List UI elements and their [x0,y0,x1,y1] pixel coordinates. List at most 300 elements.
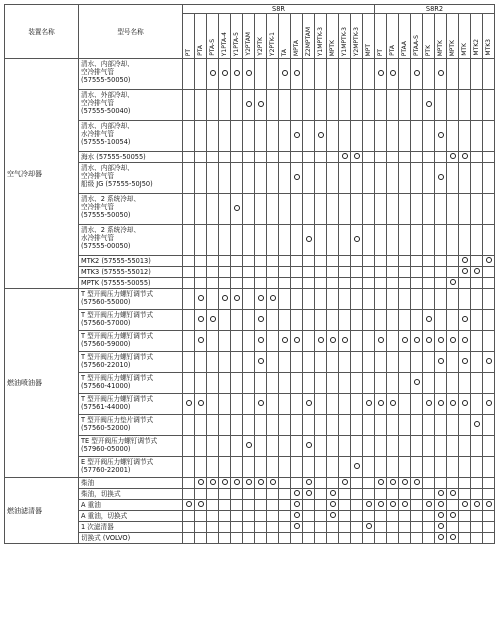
column-header-label: Y2PTK [257,37,264,56]
compatible-circle-icon [282,70,288,76]
compatibility-cell [435,478,447,489]
compatibility-cell [195,310,207,331]
compatibility-cell [483,256,495,267]
compatibility-cell [255,533,267,544]
compatibility-cell [375,500,387,511]
compatibility-cell [255,121,267,152]
compatibility-cell [207,90,219,121]
column-header-label: PT [185,48,192,56]
compatibility-cell [387,511,399,522]
model-name-line: T 型开阀压力螺钉调节式 [81,353,154,361]
compatibility-cell [423,394,435,415]
compatibility-cell [471,394,483,415]
compatibility-cell [255,373,267,394]
compatibility-cell [411,310,423,331]
compatibility-cell [243,225,255,256]
compatibility-cell [339,511,351,522]
compatibility-cell [339,457,351,478]
model-name-cell [79,500,183,511]
column-header-label: Y2PTAM [245,32,252,56]
compatibility-cell [423,415,435,436]
compatibility-cell [399,90,411,121]
compatibility-cell [471,436,483,457]
column-header [267,14,279,59]
compatibility-cell [267,489,279,500]
compatibility-cell [363,394,375,415]
compatibility-cell [447,415,459,436]
compatibility-cell [447,278,459,289]
compatibility-cell [195,163,207,194]
compatibility-cell [411,533,423,544]
compatibility-cell [351,500,363,511]
model-name-line: 空冷排气管 [81,172,114,180]
compatible-circle-icon [486,257,492,263]
model-name-line: A 重油，切换式 [81,512,128,520]
compatibility-cell [219,121,231,152]
compatibility-cell [459,331,471,352]
compatibility-cell [195,90,207,121]
compatibility-cell [363,331,375,352]
compatible-circle-icon [318,132,324,138]
model-name-cell [79,225,183,256]
table-row [5,278,495,289]
compatible-circle-icon [246,442,252,448]
compatibility-cell [435,394,447,415]
compatibility-cell [387,267,399,278]
compatibility-cell [255,352,267,373]
compatibility-cell [435,457,447,478]
compatibility-cell [267,478,279,489]
compatibility-cell [243,511,255,522]
compatibility-cell [411,256,423,267]
compatibility-cell [375,194,387,225]
compatibility-cell [255,152,267,163]
compatible-circle-icon [330,337,336,343]
compatibility-cell [363,436,375,457]
compatibility-cell [279,331,291,352]
compatibility-cell [231,278,243,289]
compatibility-cell [339,394,351,415]
compatible-circle-icon [450,153,456,159]
compatibility-cell [339,415,351,436]
model-name-cell [79,331,183,352]
compatibility-cell [291,478,303,489]
compatibility-cell [207,289,219,310]
compatible-circle-icon [414,479,420,485]
compatibility-cell [267,394,279,415]
compatible-circle-icon [270,479,276,485]
model-name-line: 空冷排气管 [81,68,114,76]
compatibility-cell [315,415,327,436]
compatibility-cell [471,194,483,225]
compatibility-cell [315,310,327,331]
compatibility-cell [219,500,231,511]
compatibility-cell [315,436,327,457]
compatible-circle-icon [186,501,192,507]
compatibility-cell [255,225,267,256]
compatibility-cell [351,436,363,457]
compatibility-cell [327,373,339,394]
compatibility-cell [423,121,435,152]
compatibility-cell [183,278,195,289]
compatibility-cell [207,478,219,489]
compatible-circle-icon [462,400,468,406]
column-header-label: PTA [389,45,396,56]
compatibility-cell [327,289,339,310]
compatibility-cell [183,500,195,511]
compatibility-cell [303,256,315,267]
compatible-circle-icon [294,70,300,76]
compatibility-cell [435,500,447,511]
compatibility-cell [375,267,387,278]
compatibility-cell [447,59,459,90]
compatible-circle-icon [438,400,444,406]
table-row [5,310,495,331]
compatibility-cell [279,415,291,436]
model-name-line: (57560-41000) [81,382,131,390]
column-header-label: PTAA-S [413,34,420,56]
compatibility-cell [399,352,411,373]
model-name-line: (57560-59000) [81,340,131,348]
compatibility-cell [435,289,447,310]
compatibility-cell [195,522,207,533]
compatibility-cell [483,394,495,415]
model-name-line: (57560-22010) [81,361,131,369]
compatibility-cell [435,194,447,225]
compatible-circle-icon [210,479,216,485]
compatibility-cell [207,373,219,394]
compatibility-cell [423,310,435,331]
compatibility-cell [291,415,303,436]
compatibility-cell [339,533,351,544]
compatibility-cell [471,267,483,278]
compatibility-cell [231,436,243,457]
compatibility-cell [327,59,339,90]
compatible-circle-icon [426,101,432,107]
compatible-circle-icon [390,501,396,507]
compatible-circle-icon [354,463,360,469]
compatibility-cell [339,331,351,352]
model-name-line: 柴油 [81,479,95,487]
compatibility-cell [351,121,363,152]
model-name-line: T 型开阀压力螺钉调节式 [81,290,154,298]
device-name-cell: 燃油滤清器 [5,478,79,544]
compatibility-cell [327,478,339,489]
compatibility-cell [411,59,423,90]
compatibility-cell [483,331,495,352]
column-header [207,14,219,59]
compatibility-cell [303,352,315,373]
model-name-line: T 型开阀压力螺钉调节式 [81,311,154,319]
compatibility-cell [279,152,291,163]
compatibility-cell [195,394,207,415]
compatible-circle-icon [438,358,444,364]
compatible-circle-icon [438,70,444,76]
compatibility-cell [339,500,351,511]
compatibility-cell [183,310,195,331]
compatible-circle-icon [294,523,300,529]
compatibility-cell [315,500,327,511]
model-name-line: (57561-44000) [81,403,131,411]
compatibility-cell [363,163,375,194]
model-name-line: 清水、内部冷却、 [81,60,134,68]
compatibility-cell [279,394,291,415]
compatibility-cell [207,278,219,289]
compatibility-cell [447,436,459,457]
compatibility-cell [219,278,231,289]
compatibility-cell [411,394,423,415]
compatibility-cell [387,500,399,511]
compatibility-cell [231,163,243,194]
compatible-circle-icon [258,358,264,364]
compatibility-cell [303,194,315,225]
compatibility-cell [471,256,483,267]
compatibility-cell [303,163,315,194]
compatibility-cell [267,310,279,331]
model-name-line: 清水、2 系统冷却、 [81,226,141,234]
compatibility-cell [231,533,243,544]
compatibility-cell [303,500,315,511]
compatibility-cell [423,152,435,163]
column-header-label: MPTK [449,39,456,56]
compatibility-cell [387,278,399,289]
header-device-name: 装置名称 [5,5,79,59]
column-header-label: PTK [425,44,432,56]
compatibility-cell [195,152,207,163]
compatibility-cell [387,394,399,415]
compatibility-cell [183,90,195,121]
compatibility-cell [207,457,219,478]
column-header-label: PTA-S [209,39,216,56]
model-name-cell [79,163,183,194]
compatibility-cell [351,457,363,478]
compatibility-cell [267,522,279,533]
compatibility-cell [267,121,279,152]
compatibility-cell [375,415,387,436]
compatible-circle-icon [234,205,240,211]
compatibility-cell [447,289,459,310]
compatibility-cell [363,489,375,500]
compatibility-cell [459,310,471,331]
compatibility-cell [483,457,495,478]
table-row [5,289,495,310]
model-name-line: (57555-50050) [81,76,131,84]
compatibility-cell [363,152,375,163]
compatibility-cell [279,121,291,152]
model-name-line: MPTK (57555-50055) [81,279,151,287]
column-header-label: PT [377,48,384,56]
compatibility-cell [351,511,363,522]
compatible-circle-icon [222,479,228,485]
compatibility-cell [303,59,315,90]
compatibility-cell [255,478,267,489]
compatibility-cell [183,436,195,457]
compatibility-cell [471,489,483,500]
compatibility-cell [315,256,327,267]
compatibility-cell [243,522,255,533]
table-row [5,267,495,278]
compatibility-cell [363,373,375,394]
compatibility-cell [339,256,351,267]
table-row [5,163,495,194]
compatibility-cell [327,457,339,478]
compatibility-cell [483,194,495,225]
compatible-circle-icon [330,512,336,518]
compatibility-cell [423,256,435,267]
compatible-circle-icon [450,337,456,343]
compatible-circle-icon [258,337,264,343]
compatibility-cell [243,489,255,500]
compatibility-cell [327,225,339,256]
compatibility-cell [279,194,291,225]
compatibility-cell [291,489,303,500]
model-name-line: 切换式 (VOLVO) [81,534,131,542]
compatibility-cell [483,278,495,289]
compatibility-cell [183,121,195,152]
compatibility-cell [423,533,435,544]
model-name-line: T 型开阀压力螺钉调节式 [81,374,154,382]
compatibility-cell [411,225,423,256]
compatibility-cell [243,352,255,373]
table-row [5,415,495,436]
compatibility-cell [411,152,423,163]
compatibility-cell [399,436,411,457]
compatibility-cell [435,225,447,256]
compatibility-cell [303,436,315,457]
table-row [5,256,495,267]
compatible-circle-icon [234,70,240,76]
compatible-circle-icon [462,501,468,507]
compatibility-cell [423,500,435,511]
compatibility-cell [315,394,327,415]
compatibility-cell [219,152,231,163]
compatible-circle-icon [378,501,384,507]
compatible-circle-icon [318,337,324,343]
compatibility-cell [447,194,459,225]
compatible-circle-icon [246,479,252,485]
compatibility-cell [219,59,231,90]
compatibility-cell [291,394,303,415]
compatibility-cell [195,225,207,256]
model-name-cell [79,478,183,489]
compatibility-cell [243,194,255,225]
column-header [195,14,207,59]
compatibility-cell [279,256,291,267]
compatibility-cell [195,436,207,457]
compatibility-cell [207,59,219,90]
compatible-circle-icon [258,400,264,406]
compatibility-cell [447,394,459,415]
compatibility-cell [387,331,399,352]
compatible-circle-icon [282,337,288,343]
compatibility-cell [207,500,219,511]
compatibility-cell [423,478,435,489]
compatibility-cell [375,163,387,194]
compatibility-cell [279,310,291,331]
compatibility-cell [447,489,459,500]
column-header-label: Y1MPTK-3 [341,26,348,56]
compatibility-cell [483,500,495,511]
compatibility-cell [231,331,243,352]
compatibility-cell [303,373,315,394]
compatibility-cell [279,225,291,256]
compatibility-cell [471,310,483,331]
compatibility-cell [327,194,339,225]
compatibility-cell [411,121,423,152]
compatibility-cell [315,121,327,152]
column-header-label: MTK3 [485,39,492,56]
compatibility-cell [375,256,387,267]
compatibility-cell [387,373,399,394]
compatibility-cell [351,256,363,267]
compatibility-cell [327,511,339,522]
compatibility-cell [339,267,351,278]
column-header-label: Y1PTA-4 [221,31,228,56]
compatibility-cell [339,289,351,310]
compatibility-cell [195,267,207,278]
model-name-line: 船级 JG (57555-50J50) [81,180,153,188]
compatibility-cell [327,331,339,352]
model-name-cell [79,511,183,522]
compatibility-cell [387,163,399,194]
compatibility-cell [303,489,315,500]
compatibility-cell [339,436,351,457]
compatibility-cell [315,59,327,90]
compatible-circle-icon [222,70,228,76]
model-name-line: A 重油 [81,501,101,509]
compatibility-cell [183,522,195,533]
compatibility-cell [447,457,459,478]
compatibility-cell [207,436,219,457]
compatibility-cell [267,500,279,511]
compatibility-cell [483,152,495,163]
compatibility-cell [351,289,363,310]
column-header [315,14,327,59]
compatibility-cell [459,59,471,90]
compatibility-cell [387,457,399,478]
compatibility-cell [231,352,243,373]
model-name-cell [79,352,183,373]
column-header [339,14,351,59]
model-name-line: (57555-10054) [81,138,131,146]
compatibility-cell [435,278,447,289]
compatibility-cell [327,121,339,152]
compatibility-cell [483,511,495,522]
compatible-circle-icon [462,257,468,263]
header-group-s8r: S8R [183,5,375,14]
compatibility-cell [303,310,315,331]
compatibility-cell [399,289,411,310]
compatibility-cell [447,500,459,511]
compatibility-cell [231,511,243,522]
model-name-cell [79,289,183,310]
compatibility-cell [255,278,267,289]
compatibility-cell [471,225,483,256]
compatibility-cell [387,436,399,457]
compatible-circle-icon [270,295,276,301]
compatibility-cell [183,394,195,415]
compatible-circle-icon [426,337,432,343]
compatibility-cell [471,289,483,310]
compatibility-cell [447,121,459,152]
model-name-line: (57760-22001) [81,466,131,474]
compatibility-cell [255,415,267,436]
compatibility-cell [459,278,471,289]
column-header [459,14,471,59]
compatibility-cell [231,310,243,331]
compatibility-cell [399,121,411,152]
compatibility-cell [351,194,363,225]
